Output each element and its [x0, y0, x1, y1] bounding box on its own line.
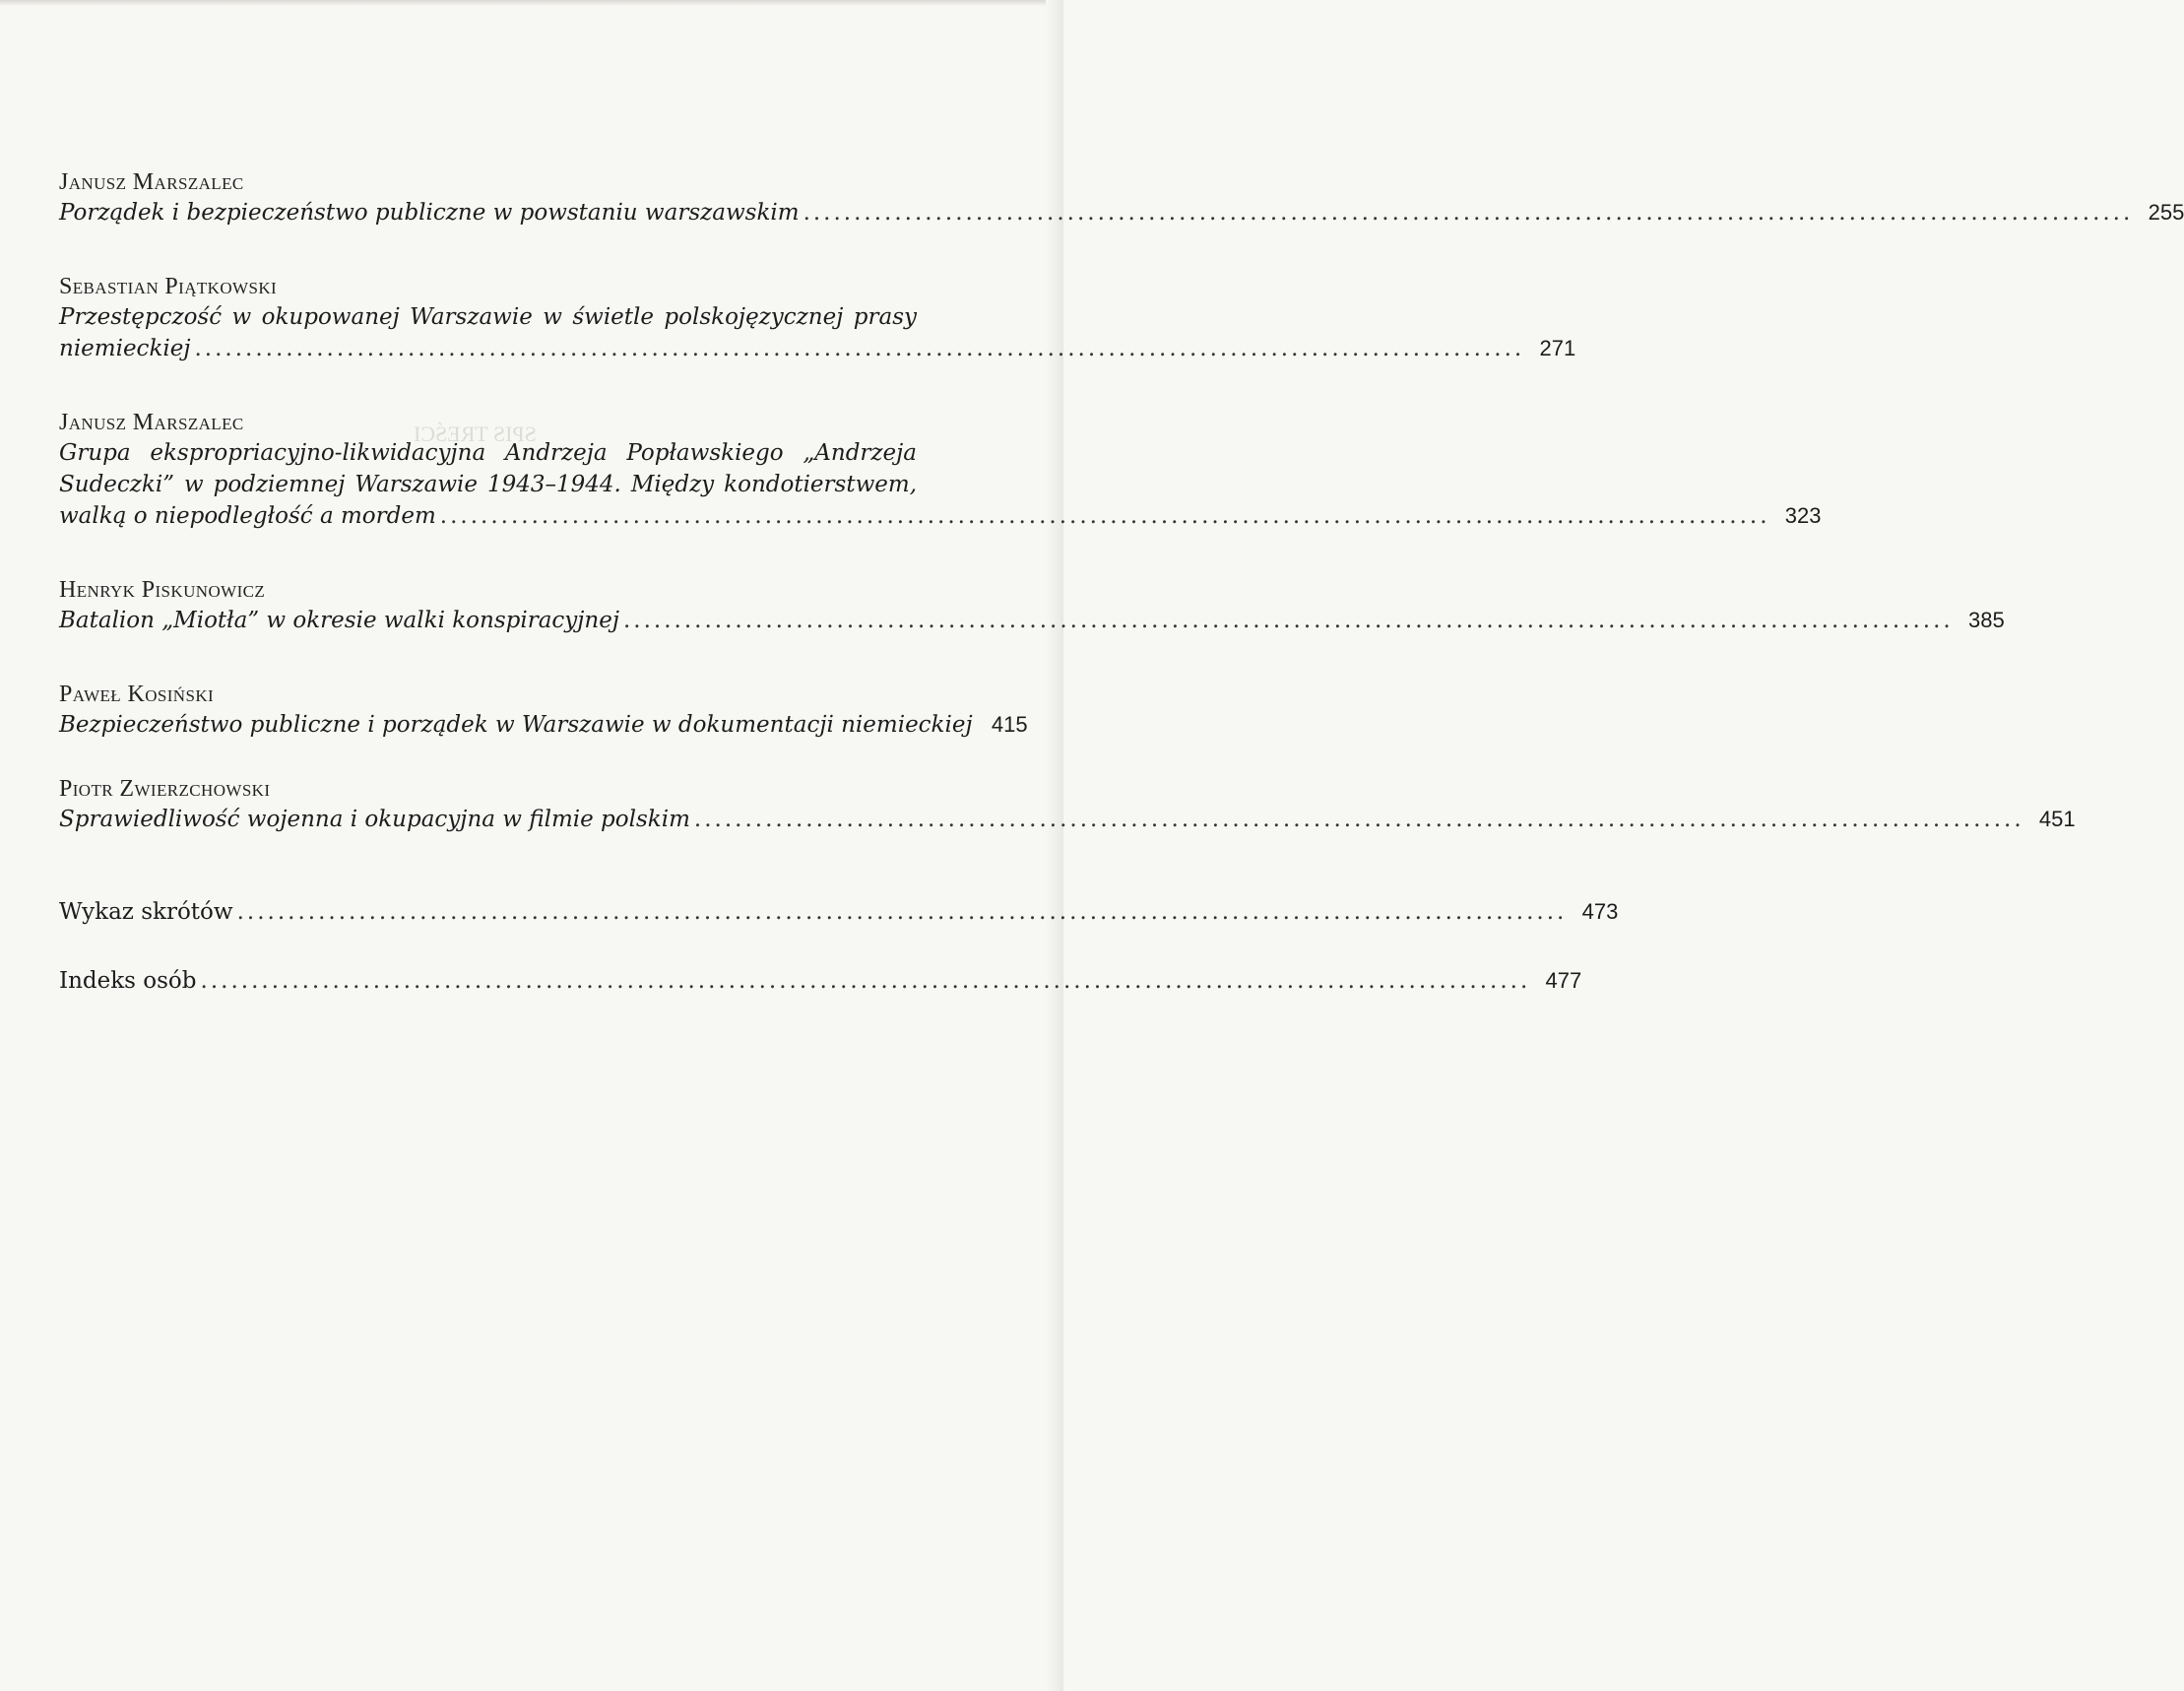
toc-entry-back-matter [59, 965, 1582, 997]
page-right-edge [1046, 0, 1063, 1691]
entry-author: Henryk Piskunowicz [59, 577, 266, 603]
toc-entry [59, 680, 1028, 741]
entry-author: Janusz Marszalec [59, 169, 244, 195]
leader-dots: ................................................................................................................................... [622, 608, 1954, 633]
entry-title-line [59, 804, 2076, 835]
entry-author: Paweł Kosiński [59, 682, 215, 707]
entry-title-line [59, 301, 970, 333]
entry-title: Porządek i bezpieczeństwo publiczne w powstaniu warszawskim [59, 200, 800, 226]
entry-author: Sebastian Piątkowski [59, 274, 278, 299]
show-through-text: SPIS TREŚCI [414, 422, 537, 446]
entry-title: Bezpieczeństwo publiczne i porządek w Warszawie w dokumentacji niemieckiej [59, 712, 973, 738]
leader-dots: ................................................................................................................................... [693, 807, 2024, 832]
leader-dots: ................................................................................................................................... [236, 899, 1568, 925]
entry-page-number: 473 [1581, 899, 1619, 924]
page-top-edge [0, 0, 1063, 6]
entry-author: Janusz Marszalec [59, 410, 244, 435]
entry-page-number: 477 [1545, 968, 1582, 993]
leader-dots: ................................................................................................................................... [194, 336, 1525, 361]
toc-entry [59, 774, 2076, 835]
entry-title-line [59, 197, 2184, 228]
table-of-contents [59, 167, 2184, 997]
entry-page-number: 255 [2148, 200, 2184, 225]
entry-title-line [59, 896, 1619, 928]
leader-dots: ................................................................................................................................... [803, 200, 2134, 226]
entry-title: niemieckiej [59, 336, 191, 361]
toc-entry [59, 167, 2184, 228]
entry-title-line [59, 709, 1028, 741]
entry-page-number: 451 [2038, 807, 2076, 831]
entry-title-line [59, 965, 1582, 997]
entry-title: Batalion „Miotła” w okresie walki konspiracyjnej [59, 608, 619, 633]
entry-title-line [59, 469, 970, 500]
leader-dots: ................................................................................................................................... [439, 503, 1770, 529]
entry-page-number: 385 [1968, 608, 2005, 632]
entry-title: walką o niepodległość a mordem [59, 503, 436, 529]
entry-title: Przestępczość w okupowanej Warszawie w świetle polskojęzycznej prasy [59, 304, 917, 330]
entry-title: Indeks osób [59, 968, 197, 994]
entry-title-line [59, 437, 970, 469]
toc-entry [59, 408, 1822, 532]
entry-title: Sudeczki” w podziemnej Warszawie 1943–1944. Między kondotierstwem, [59, 472, 917, 497]
entry-title: Sprawiedliwość wojenna i okupacyjna w filmie polskim [59, 807, 690, 832]
entry-page-number: 415 [991, 712, 1028, 737]
entry-title-line [59, 605, 2005, 636]
entry-title: Grupa ekspropriacyjno-likwidacyjna Andrzeja Popławskiego „Andrzeja [59, 440, 917, 466]
entry-title: Wykaz skrótów [59, 899, 233, 925]
entry-title-line [59, 500, 1822, 532]
entry-page-number: 323 [1784, 503, 1822, 528]
leader-dots: ................................................................................................................................... [200, 968, 1531, 994]
entry-page-number: 271 [1539, 336, 1576, 360]
toc-entry [59, 575, 2005, 636]
toc-entry-back-matter [59, 896, 1619, 928]
toc-entry [59, 272, 1576, 364]
entry-author: Piotr Zwierzchowski [59, 776, 271, 802]
entry-title-line [59, 333, 1576, 364]
